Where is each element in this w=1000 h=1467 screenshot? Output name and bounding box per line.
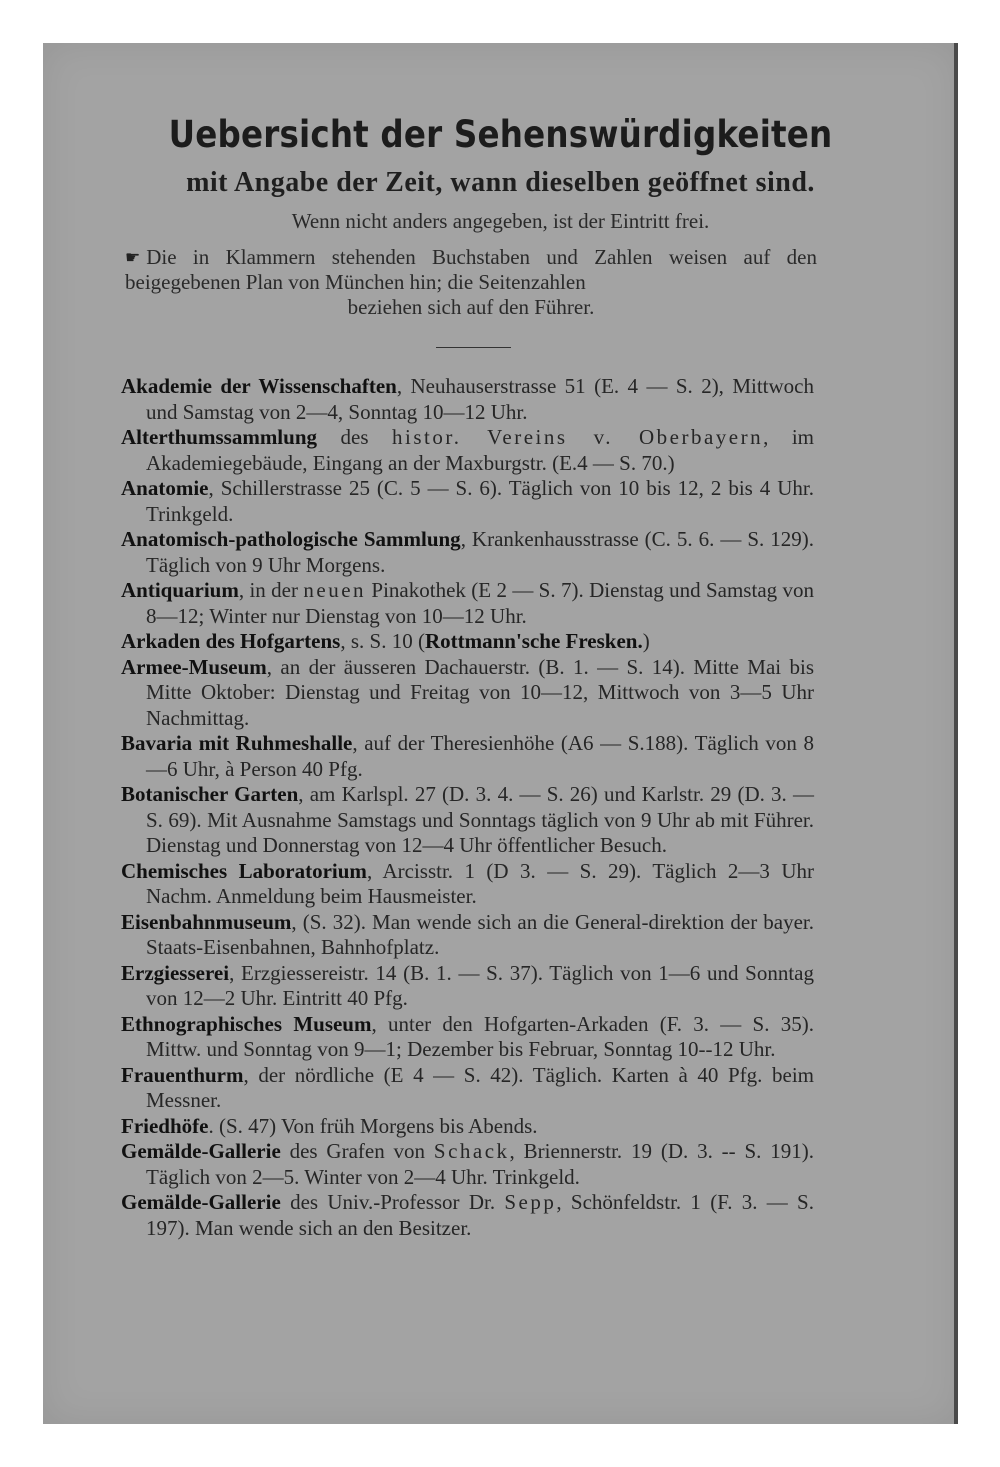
entry-text: , der nördliche (E 4 — S. 42). Täglich. Karten à 40 Pfg. beim Messner. <box>146 1062 814 1112</box>
page-edge-shadow <box>954 43 958 1424</box>
info-line: Die in Klammern stehenden Buchstaben und Zahlen weisen <box>146 245 728 269</box>
list-item <box>121 425 814 476</box>
entry-text: des Grafen von <box>280 1139 434 1163</box>
entry-name: Armee-Museum <box>121 654 267 679</box>
entry-name: Antiquarium <box>121 578 239 602</box>
entry-name: Eisenbahnmuseum <box>121 909 292 934</box>
entry-text: des Univ.-Professor Dr. <box>280 1190 505 1214</box>
entry-text: des <box>317 425 393 449</box>
list-item <box>121 1012 814 1063</box>
info-line: beziehen sich auf den Führer. <box>347 295 595 319</box>
entry-highlight: Rottmann'sche Fresken. <box>424 629 643 653</box>
entry-text: . (S. 47) Von früh Morgens bis Abends. <box>208 1113 538 1138</box>
entry-name: Gemälde-Gallerie <box>121 1139 281 1163</box>
list-item <box>121 578 814 629</box>
entry-text: , auf der Theresienhöhe (A6 — S.188). Täglich von 8—6 Uhr, à Person 40 Pfg. <box>146 731 814 781</box>
list-item <box>121 961 814 1012</box>
entry-text: , s. S. 10 ( <box>340 629 425 653</box>
list-item <box>121 1063 814 1114</box>
entry-text: , Arcisstr. 1 (D 3. — S. 29). Täglich 2—3 Uhr Nachm. Anmeldung beim Hausmeister. <box>146 858 814 908</box>
list-item <box>121 1114 814 1140</box>
entry-text: , (S. 32). Man wende sich an die General-direktion der bayer. Staats-Eisenbahnen, Bahnhofplatz. <box>146 909 814 959</box>
list-item <box>121 1190 814 1241</box>
list-item <box>121 731 814 782</box>
entry-name: Chemisches Laboratorium <box>121 858 367 883</box>
map-reference-note <box>125 245 817 320</box>
list-item <box>121 782 814 859</box>
entry-text: , Briennerstr. 19 (D. 3. -- S. 191). Täglich von 2—5. Winter von 2—4 Uhr. Trinkgeld. <box>146 1139 814 1189</box>
entry-text: , im Akademiegebäude, Eingang an der Maxburgstr. (E.4 — S. 70.) <box>146 425 815 475</box>
entry-name: Bavaria mit Ruhmeshalle <box>121 731 353 755</box>
entry-text: , Krankenhausstrasse (C. 5. 6. — S. 129). Täglich von 9 Uhr Morgens. <box>146 527 815 577</box>
page-title: Uebersicht der Sehenswürdigkeiten <box>168 113 833 156</box>
entry-text: , an der äusseren Dachauerstr. (B. 1. — S. 14). Mitte Mai bis Mitte Oktober: Dienstag und Freitag von 10—12, Mittwoch von 3—5 Uhr Nachmittag. <box>146 654 814 730</box>
list-item <box>121 655 814 732</box>
entry-spaced-text: Sepp <box>504 1190 557 1214</box>
entry-name: Akademie der Wissenschaften <box>121 374 397 398</box>
info-line: auf den beigegebenen Plan von München hin; die Seitenzahlen <box>125 245 817 294</box>
entry-text: , Neuhauserstrasse 51 (E. 4 — S. 2), Mittwoch und Samstag von 2—4, Sonntag 10—12 Uhr. <box>146 374 815 424</box>
sights-list <box>121 374 814 1241</box>
list-item <box>121 1139 814 1190</box>
entry-name: Anatomisch-pathologische Sammlung <box>121 527 461 551</box>
entry-text: , in der <box>238 578 304 602</box>
admission-note: Wenn nicht anders angegeben, ist der Eintritt frei. <box>291 209 710 233</box>
list-item <box>121 374 814 425</box>
entry-name: Gemälde-Gallerie <box>121 1190 281 1214</box>
entry-name: Anatomie <box>121 476 209 500</box>
entry-text: , unter den Hofgarten-Arkaden (F. 3. — S. 35). Mittw. und Sonntag von 9—1; Dezember bis Februar, Sonntag 10--12 Uhr. <box>146 1011 814 1061</box>
entry-spaced-text: histor. Vereins v. Oberbayern <box>392 425 764 449</box>
entry-name: Ethnographisches Museum <box>121 1011 372 1036</box>
list-item <box>121 476 814 527</box>
entry-name: Botanischer Garten <box>121 782 299 806</box>
entry-name: Frauenthurm <box>121 1062 244 1087</box>
entry-text: , am Karlspl. 27 (D. 3. 4. — S. 26) und Karlstr. 29 (D. 3. — S. 69). Mit Ausnahme Samstags und Sonntags täglich von 9 Uhr ab mit Führer. Dienstag und Donnerstag von 12—4 Uhr öffentlicher Besuch. <box>146 782 814 857</box>
page-subtitle: mit Angabe der Zeit, wann dieselben geöffnet sind. <box>186 167 815 198</box>
entry-name: Friedhöfe <box>121 1113 209 1138</box>
list-item <box>121 527 814 578</box>
entry-text: , Schönfeldstr. 1 (F. 3. — S. 197). Man wende sich an den Besitzer. <box>146 1190 814 1240</box>
entry-name: Erzgiesserei <box>121 960 230 985</box>
list-item <box>121 910 814 961</box>
entry-text: , Schillerstrasse 25 (C. 5 — S. 6). Täglich von 10 bis 12, 2 bis 4 Uhr. Trinkgeld. <box>146 476 814 526</box>
divider <box>436 347 511 348</box>
entry-spaced-text: Schack <box>433 1139 510 1163</box>
scanned-page <box>43 43 958 1424</box>
entry-name: Arkaden des Hofgartens <box>121 629 341 653</box>
list-item <box>121 859 814 910</box>
entry-text: ) <box>642 629 650 653</box>
list-item <box>121 629 814 655</box>
entry-text: , Erzgiessereistr. 14 (B. 1. — S. 37). Täglich von 1—6 und Sonntag von 12—2 Uhr. Eintritt 40 Pfg. <box>146 960 814 1010</box>
pointing-hand-icon: ☛ <box>125 248 141 267</box>
entry-name: Alterthumssammlung <box>121 425 318 449</box>
entry-spaced-text: neuen <box>303 578 367 602</box>
entry-text: Pinakothek (E 2 — S. 7). Dienstag und Samstag von 8—12; Winter nur Dienstag von 10—12 Uhr. <box>146 578 815 628</box>
